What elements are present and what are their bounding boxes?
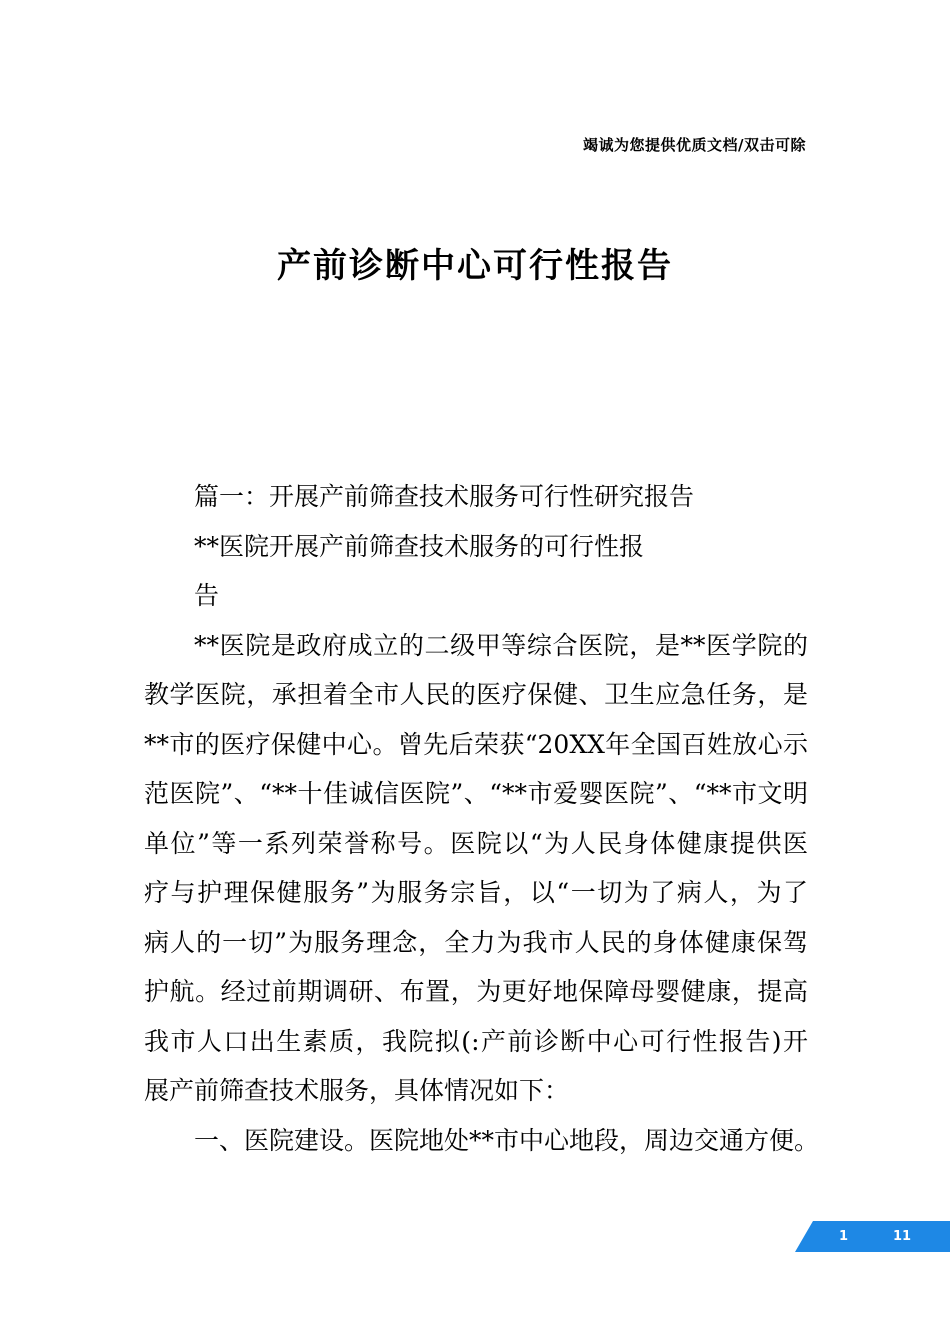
header-note: 竭诚为您提供优质文档/双击可除 — [583, 136, 806, 154]
paragraph-line: **医院是政府成立的二级甲等综合医院，是**医学院的 — [194, 630, 808, 660]
subtitle-line: 告 — [194, 581, 220, 610]
document-body — [144, 472, 820, 1165]
paragraph-line: 教学医院，承担着全市人民的医疗保健、卫生应急任务，是 — [144, 680, 808, 709]
subtitle-line: **医院开展产前筛查技术服务的可行性报 — [194, 531, 645, 561]
paragraph-line: 病人的一切”为服务理念，全力为我市人民的身体健康保驾 — [144, 927, 808, 957]
paragraph-line: 展产前筛查技术服务，具体情况如下： — [144, 1076, 570, 1105]
page-total-number: 11 — [893, 1229, 912, 1244]
paragraph-line: **市的医疗保健中心。曾先后荣获“20XX年全国百姓放心示 — [144, 729, 808, 759]
paragraph-line: 我市人口出生素质，我院拟(:产前诊断中心可行性报告)开 — [144, 1026, 808, 1056]
document-title: 产前诊断中心可行性报告 — [277, 246, 673, 286]
paragraph-line: 疗与护理保健服务”为服务宗旨，以“一切为了病人，为了 — [144, 878, 808, 907]
paragraph-line: 范医院”、“**十佳诚信医院”、“**市爱婴医院”、“**市文明 — [144, 779, 808, 808]
section-heading: 篇一：开展产前筛查技术服务可行性研究报告 — [194, 482, 695, 511]
page-current-number: 1 — [839, 1229, 849, 1244]
paragraph-line: 一、医院建设。医院地处**市中心地段，周边交通方便。 — [194, 1125, 820, 1155]
page-badge-shape — [795, 1221, 950, 1252]
page-number-badge — [795, 1221, 950, 1252]
paragraph-line: 护航。经过前期调研、布置，为更好地保障母婴健康，提高 — [144, 977, 808, 1006]
paragraph-line: 单位”等一系列荣誉称号。医院以“为人民身体健康提供医 — [144, 828, 808, 858]
